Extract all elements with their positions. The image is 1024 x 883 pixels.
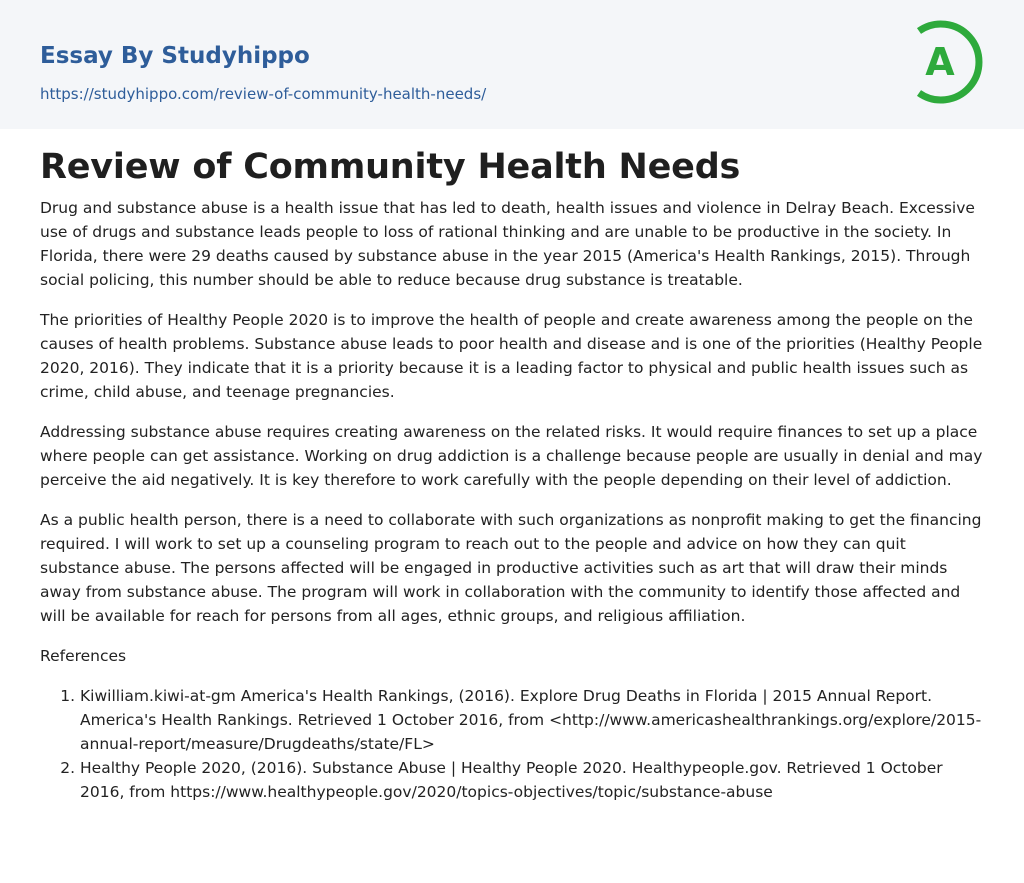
page-title: Review of Community Health Needs — [40, 147, 741, 187]
references-list — [40, 684, 985, 804]
reference-item-1: 1. Kiwilliam.kiwi-at-gm America's Health Rankings, (2016). Explore Drug Deaths in Florida | 2015 Annual Report. America's Health Rankings. Retrieved 1 October 2016, from <http://www.americashealthrankings.org/explore/2015-annual-report/measure/Drugdeaths/state/FL> — [80, 684, 985, 756]
source-url-link[interactable]: https://studyhippo.com/review-of-community-health-needs/ — [40, 85, 487, 103]
paragraph-2: The priorities of Healthy People 2020 is to improve the health of people and create awareness among the people on the causes of health problems. Substance abuse leads to poor health and disease and is one of the priorities (Healthy People 2020, 2016). They indicate that it is a priority because it is a leading factor to physical and public health issues such as crime, child abuse, and teenage pregnancies. — [40, 311, 983, 401]
paragraph-3: Addressing substance abuse requires creating awareness on the related risks. It would require finances to set up a place where people can get assistance. Working on drug addiction is a challenge because people are usually in denial and may perceive the aid negatively. It is key therefore to work carefully with the people depending on their level of addiction. — [40, 423, 983, 489]
brand-title[interactable]: Essay By Studyhippo — [40, 43, 310, 69]
page-header — [0, 0, 1024, 129]
studyhippo-logo-icon[interactable] — [905, 17, 989, 107]
logo-letter: A — [925, 40, 955, 84]
reference-item-2: 2. Healthy People 2020, (2016). Substance Abuse | Healthy People 2020. Healthypeople.gov. Retrieved 1 October 2016, from https://www.healthypeople.gov/2020/topics-objectives/topic/substance-abuse — [80, 756, 985, 804]
article — [40, 144, 985, 804]
references-heading: References — [40, 647, 127, 665]
paragraph-4: As a public health person, there is a need to collaborate with such organizations as nonprofit making to get the financing required. I will work to set up a counseling program to reach out to the people and advice on how they can quit substance abuse. The persons affected will be engaged in productive activities such as art that will draw their minds away from substance abuse. The program will work in collaboration with the community to identify those affected and will be available for reach for persons from all ages, ethnic groups, and religious affiliation. — [40, 511, 982, 625]
paragraph-1: Drug and substance abuse is a health issue that has led to death, health issues and violence in Delray Beach. Excessive use of drugs and substance leads people to loss of rational thinking and are unable to be productive in the society. In Florida, there were 29 deaths caused by substance abuse in the year 2015 (America's Health Rankings, 2015). Through social policing, this number should be able to reduce because drug substance is treatable. — [40, 199, 975, 289]
